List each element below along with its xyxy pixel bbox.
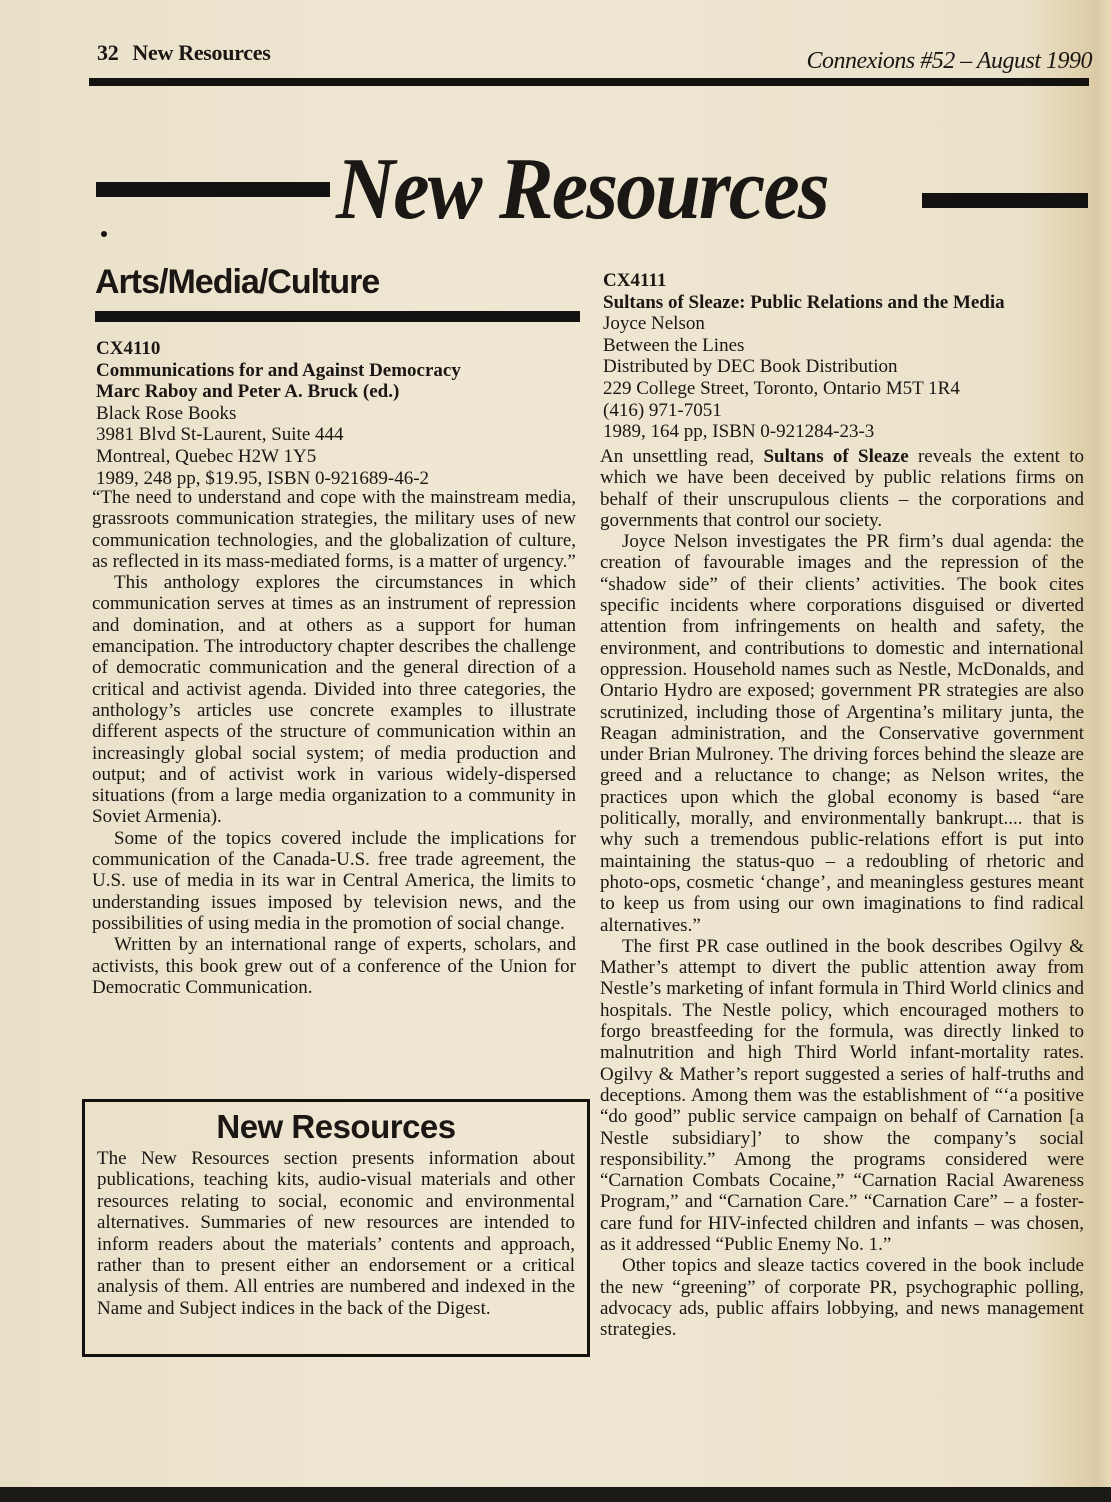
entry-paragraph: Some of the topics covered include the implications for communication of the Canada-U.S. free trade agreement, the U.S. use of media in its war in Central America, the limits to understanding issues imposed by television news, and the possibilities of using media in the promotion of social change.: [92, 827, 576, 934]
page-number: 32: [97, 40, 119, 65]
entry-phone: (416) 971-7051: [603, 399, 722, 421]
entry-address-line: 3981 Blvd St-Laurent, Suite 444: [96, 424, 344, 446]
title-rule-left: [96, 182, 330, 197]
entry-author: Joyce Nelson: [603, 313, 705, 335]
page-title: New Resources: [336, 141, 828, 238]
entry-title: Communications for and Against Democracy: [96, 359, 461, 381]
note-box-title: New Resources: [216, 1108, 456, 1145]
entry-authors: Marc Raboy and Peter A. Bruck (ed.): [96, 381, 400, 403]
page-edge: [1094, 0, 1111, 1502]
entry-publisher: Between the Lines: [603, 334, 745, 356]
entry-paragraph: Joyce Nelson investigates the PR firm’s dual agenda: the creation of favourable images and the repression of the “shadow side” of their clients’ activities. The book cites specific incidents where corporations disguised or diverted attention from infringements on health and safety, the environment, and contributions to domestic and international oppression. Household names such as Nestle, McDonalds, and Ontario Hydro are exposed; government PR strategies are also scrutinized, including those of Argentina’s military junta, the Reagan administration, and the Conservative government under Brian Mulroney. The driving forces behind the sleaze are greed and a reluctance to change; as Nelson writes, the practices upon which the global economy is based “are politically, morally, and environmentally bankrupt.... that is why such a tremendous public-relations effort is put into maintaining the status-quo – a redoubling of rhetoric and photo-ops, cosmetic ‘change’, and meaningless gestures meant to keep us from using our own imaginations to find radical alternatives.”: [600, 531, 1084, 936]
running-section-name: New Resources: [132, 40, 271, 65]
running-header-left: [97, 40, 270, 66]
entry-address: 229 College Street, Toronto, Ontario M5T 1R4: [603, 377, 960, 399]
section-rule: [95, 311, 580, 322]
entry-cx4110-meta: [96, 338, 580, 489]
publication-issue: Connexions #52 – August 1990: [806, 48, 1092, 74]
header-rule: [89, 78, 1089, 86]
intro-text: An unsettling read,: [600, 446, 764, 467]
entry-code: CX4110: [96, 338, 161, 359]
note-box-text: The New Resources section presents information about publications, teaching kits, audio-visual materials and other resources relating to social, economic and environmental alternatives. Summaries of new resources are intended to inform readers about the materials’ contents and approach, rather than to present either an endorsement or a critical analysis of them. All entries are numbered and indexed in the Name and Subject indices in the back of the Digest.: [97, 1148, 575, 1319]
entry-code: CX4111: [603, 270, 667, 291]
entry-paragraph: Other topics and sleaze tactics covered in the book include the new “greening” of corporate PR, psychographic polling, advocacy ads, public affairs lobbying, and news management strategies.: [600, 1255, 1084, 1341]
bullet-mark: [101, 231, 107, 237]
entry-cx4111-body: [600, 446, 1084, 1340]
entry-intro-paragraph: [600, 446, 1084, 531]
entry-cx4111-meta: [603, 270, 1088, 443]
entry-details: 1989, 164 pp, ISBN 0-921284-23-3: [603, 421, 875, 443]
intro-text: reveals the extent to which we have been deceived by public relations firms on behalf of their unscrupulous clients – the corporations and governments that control our society.: [600, 446, 1084, 531]
entry-distributor: Distributed by DEC Book Distribution: [603, 356, 898, 378]
entry-details: 1989, 248 pp, $19.95, ISBN 0-921689-46-2: [96, 467, 430, 489]
scan-bottom-edge: [0, 1487, 1111, 1502]
entry-cx4110-body: [92, 487, 576, 998]
entry-address-line: Montreal, Quebec H2W 1Y5: [96, 445, 317, 467]
entry-paragraph: “The need to understand and cope with the mainstream media, grassroots communication strategies, the military uses of new communication technologies, and the globalization of culture, as reflected in its mass-mediated forms, is a matter of urgency.”: [92, 487, 576, 572]
entry-paragraph: Written by an international range of experts, scholars, and activists, this book grew out of a conference of the Union for Democratic Communication.: [92, 934, 576, 998]
note-box: [82, 1099, 590, 1357]
entry-paragraph: This anthology explores the circumstances in which communication serves at times as an instrument of repression and domination, and at others as a support for human emancipation. The introductory chapter describes the challenge of democratic communication and the general direction of a critical and activist agenda. Divided into three categories, the anthology’s articles use concrete examples to illustrate different aspects of the structure of communication within an increasingly global social system; of media production and output; and of activist work in various widely-dispersed situations (from a large media organization to a community in Soviet Armenia).: [92, 572, 576, 828]
entry-paragraph: The first PR case outlined in the book describes Ogilvy & Mather’s attempt to divert the public attention away from Nestle’s marketing of infant formula in Third World clinics and hospitals. The Nestle policy, which encouraged mothers to forgo breastfeeding for the formula, was directly linked to malnutrition and high Third World infant-mortality rates. Ogilvy & Mather’s report suggested a series of half-truths and deceptions. Among them was the establishment of “‘a positive “do good” public service campaign on behalf of Carnation [a Nestle subsidiary]’ to show the company’s social responsibility.” Among the programs considered were “Carnation Combats Cocaine,” “Carnation Racial Awareness Program,” and “Carnation Care.” “Carnation Care” – a foster-care fund for HIV-infected children and infants – was chosen, as it addressed “Public Enemy No. 1.”: [600, 935, 1084, 1255]
intro-book-title: Sultans of Sleaze: [763, 446, 909, 467]
section-heading: Arts/Media/Culture: [95, 263, 380, 301]
title-rule-right: [922, 193, 1088, 208]
entry-title: Sultans of Sleaze: Public Relations and the Media: [603, 291, 1005, 313]
entry-publisher: Black Rose Books: [96, 402, 237, 424]
